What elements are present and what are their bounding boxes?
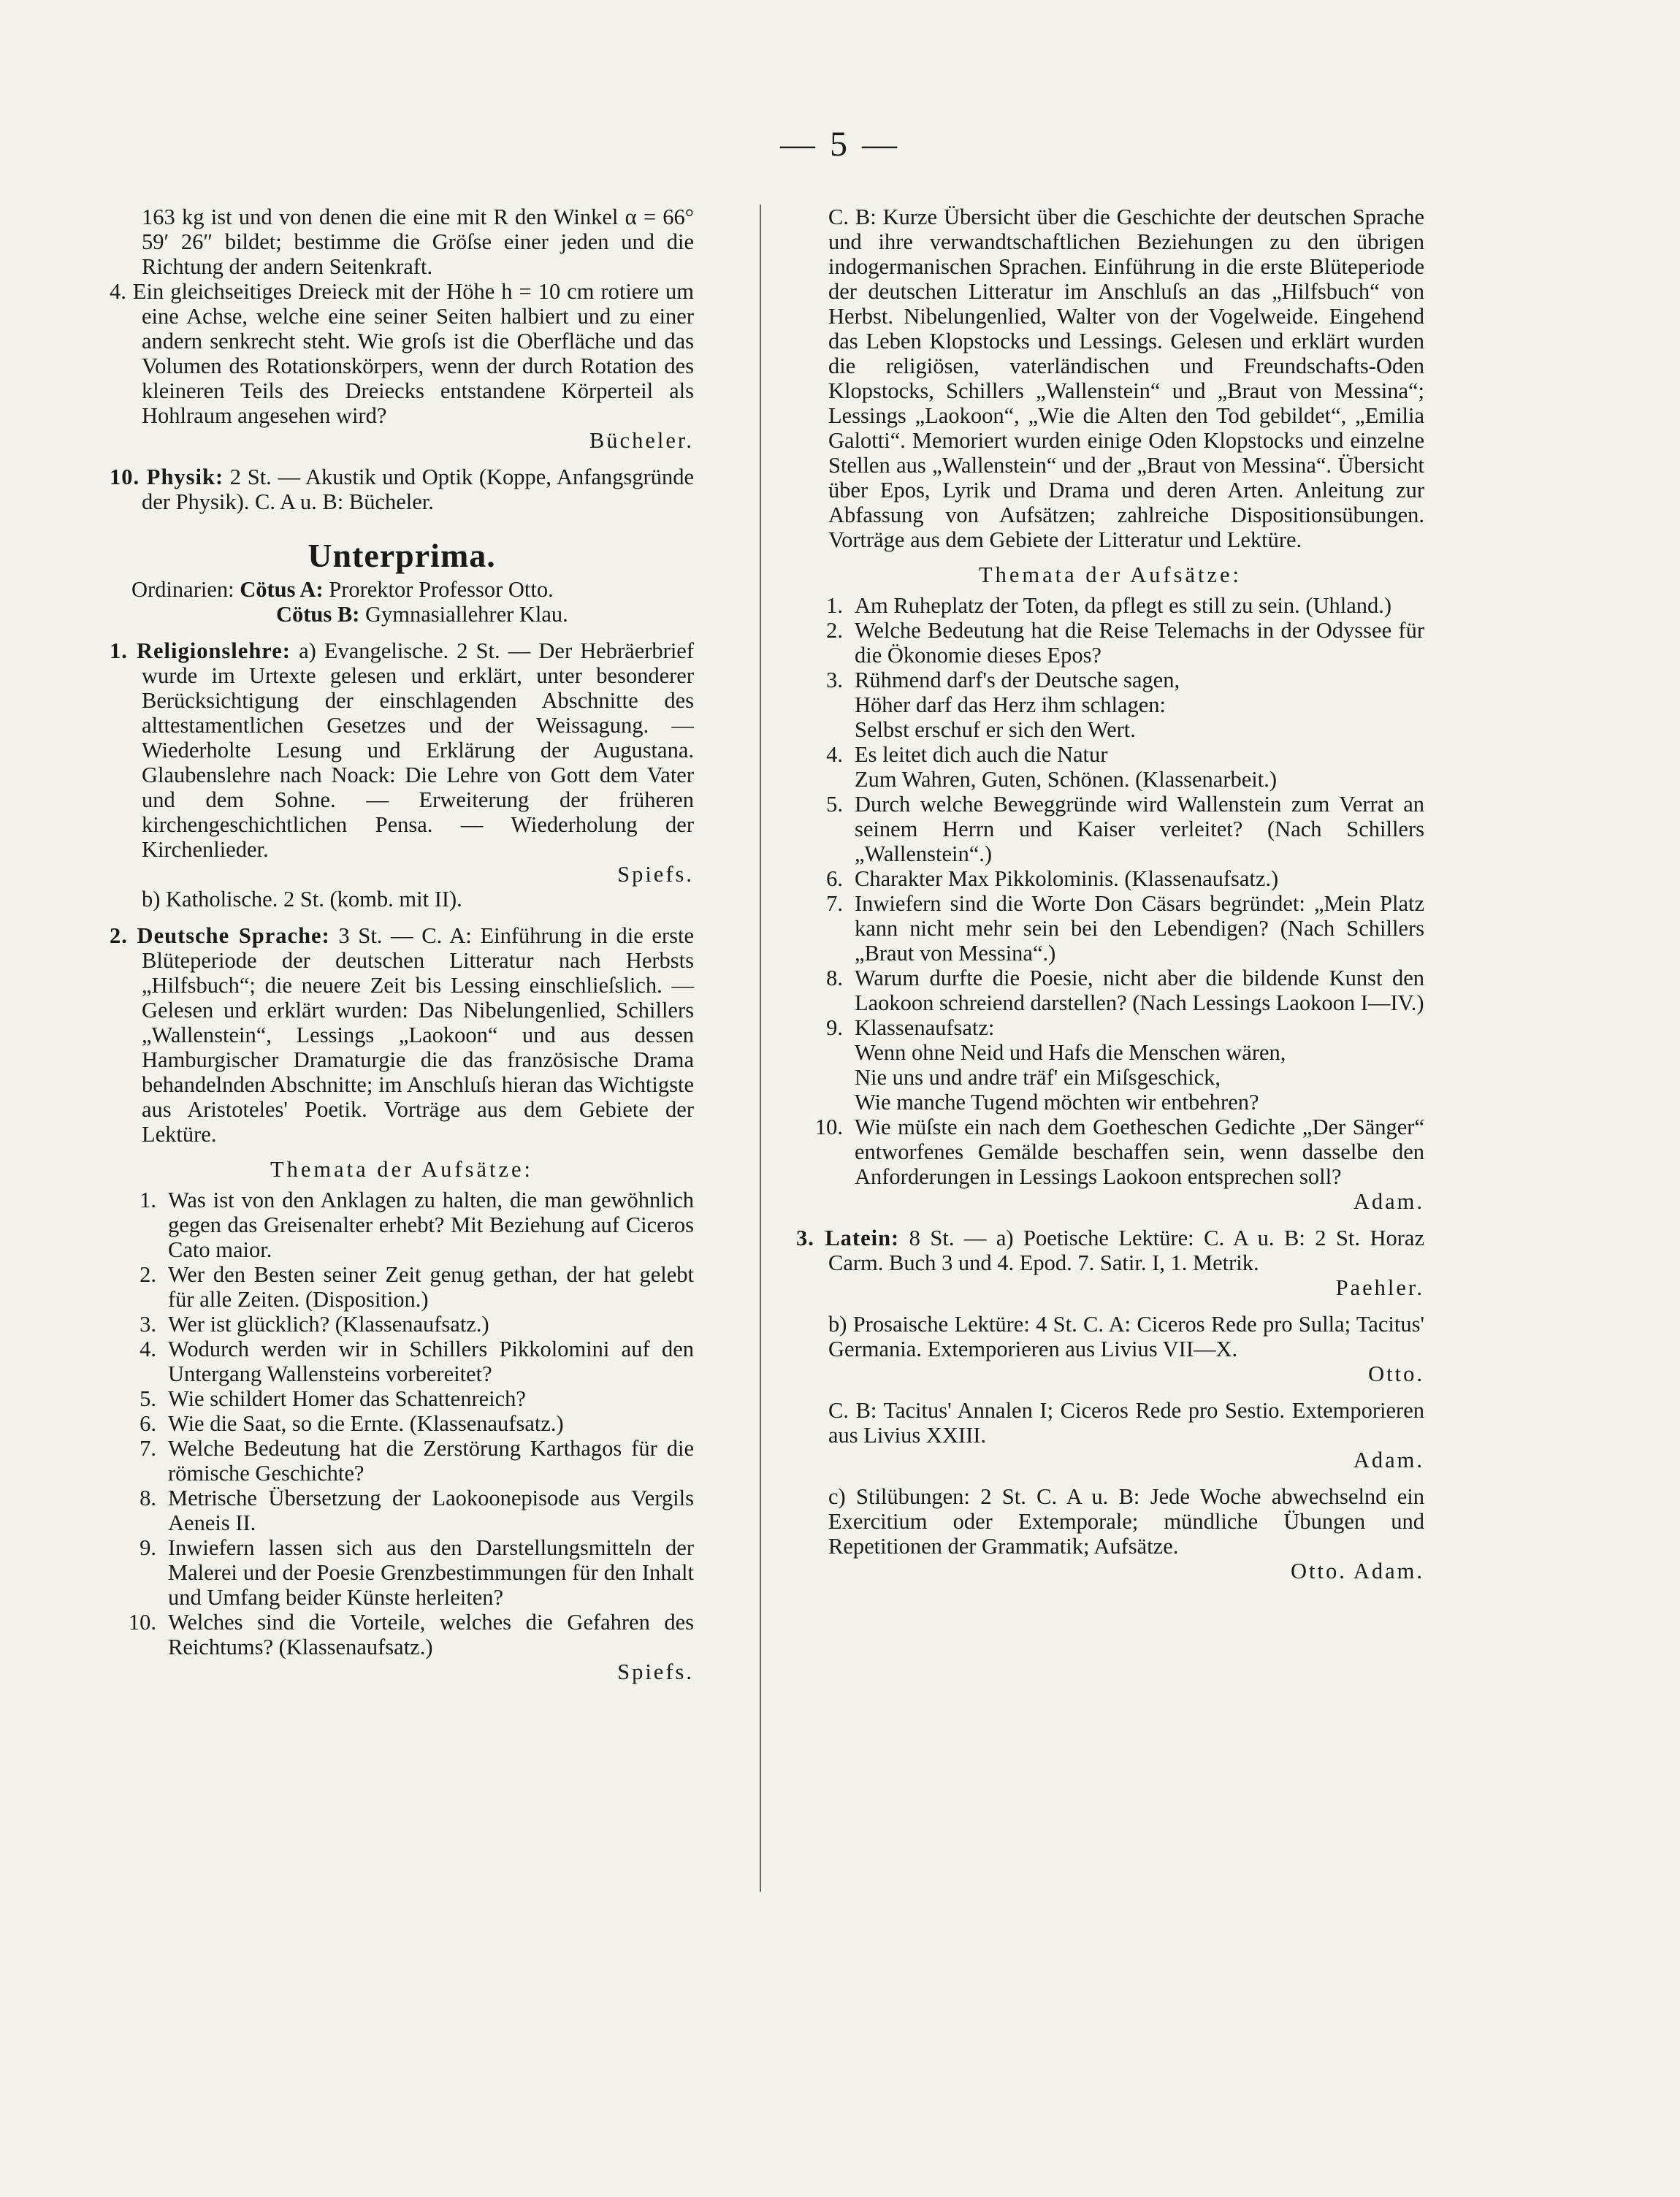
deutsch-section bbox=[110, 923, 694, 1147]
latein-text: 8 St. — a) Poetische Lektüre: C. A u. B: 2 St. Horaz Carm. Buch 3 und 4. Epod. 7. Satir. I, 1. Metrik. bbox=[828, 1226, 1424, 1275]
continued-task-text: 163 kg ist und von denen die eine mit R den Winkel α = 66° 59′ 26″ bildet; bestimme die Gröſse einer jeden und die Richtung der andern Seitenkraft. bbox=[142, 205, 694, 279]
list-item: 4. Es leitet dich auch die Natur Zum Wahren, Guten, Schönen. (Klassenarbeit.) bbox=[826, 742, 1278, 792]
list-item: 2. Welche Bedeutung hat die Reise Telemachs in der Odyssee für die Ökonomie dieses Epos? bbox=[826, 618, 1424, 668]
physik-text: 2 St. — Akustik und Optik (Koppe, Anfangsgründe der Physik). C. A u. B: Bücheler. bbox=[142, 465, 694, 514]
signature-paehler: Paehler. bbox=[1335, 1275, 1424, 1300]
signature-otto-adam: Otto. Adam. bbox=[1291, 1559, 1424, 1583]
religion-katholisch: b) Katholische. 2 St. (komb. mit II). bbox=[142, 887, 462, 912]
right-column bbox=[796, 205, 1424, 1583]
column-divider bbox=[760, 205, 761, 1892]
religion-section bbox=[110, 638, 694, 862]
latein-heading: 3. Latein: bbox=[796, 1226, 900, 1250]
deutsch-coetus-b: C. B: Kurze Übersicht über die Geschichte der deutschen Sprache und ihre verwandtschaftlichen Beziehungen zu den übrigen indogermanischen Sprachen. Einführung in die erste Blüteperiode der deutschen Litteratur im Anschluſs an das „Hilfsbuch“ von Herbst. Nibelungenlied, Walter von der Vogelweide. Eingehend das Leben Klopstocks und Lessings. Gelesen und erklärt wurden die religiösen, vaterländischen und Freundschafts-Oden Klopstocks, Schillers „Wallenstein“ und „Braut von Messina“; Lessings „Laokoon“, „Wie die Alten den Tod gebildet“, „Emilia Galotti“. Memoriert wurden einige Oden Klopstocks und einzelne Stellen aus „Wallenstein“ und der „Braut von Messina“. Übersicht über Epos, Lyrik und Drama und deren Arten. Anleitung zur Abfassung von Aufsätzen; zahlreiche Dispositionsübungen. Vorträge aus dem Gebiete der Litteratur und Lektüre. bbox=[828, 205, 1424, 552]
coetus-a-text: Prorektor Professor Otto. bbox=[323, 577, 554, 602]
list-item: 3. Rühmend darf's der Deutsche sagen, Höher darf das Herz ihm schlagen: Selbst erschuf er sich den Wert. bbox=[826, 668, 1180, 742]
latein-section bbox=[796, 1226, 1424, 1275]
physik-heading: 10. Physik: bbox=[110, 465, 224, 489]
themata-list-right bbox=[796, 593, 1424, 1189]
signature-adam-2: Adam. bbox=[1353, 1448, 1424, 1472]
signature-adam-1: Adam. bbox=[1353, 1189, 1424, 1214]
section-heading-unterprima: Unterprima. bbox=[308, 537, 496, 574]
list-item: 10. Welches sind die Vorteile, welches die Gefahren des Reichtums? (Klassenaufsatz.) bbox=[128, 1610, 694, 1659]
coetus-b-text: Gymnasiallehrer Klau. bbox=[359, 602, 568, 627]
prosaische-lektuere: b) Prosaische Lektüre: 4 St. C. A: Ciceros Rede pro Sulla; Tacitus' Germania. Extemporieren aus Livius VII—X. bbox=[828, 1312, 1424, 1361]
left-column bbox=[110, 205, 694, 1684]
list-item: 5. Wie schildert Homer das Schattenreich? bbox=[140, 1386, 526, 1411]
themata-title-right: Themata der Aufsätze: bbox=[978, 562, 1242, 587]
list-item: 1. Am Ruheplatz der Toten, da pflegt es still zu sein. (Uhland.) bbox=[826, 593, 1392, 618]
list-item: 9. Klassenaufsatz: Wenn ohne Neid und Hafs die Menschen wären, Nie uns und andre träf' ein Miſsgeschick, Wie manche Tugend möchten wir entbehren? bbox=[826, 1015, 1286, 1115]
signature-otto: Otto. bbox=[1368, 1361, 1424, 1386]
list-item: 3. Wer ist glücklich? (Klassenaufsatz.) bbox=[140, 1312, 489, 1337]
list-item: 2. Wer den Besten seiner Zeit genug gethan, der hat gelebt für alle Zeiten. (Disposition.) bbox=[140, 1262, 694, 1312]
page-number: — 5 — bbox=[780, 125, 900, 164]
ordinarien-b bbox=[110, 602, 694, 627]
ordinarien-label: Ordinarien: bbox=[131, 577, 234, 602]
list-item: 6. Wie die Saat, so die Ernte. (Klassenaufsatz.) bbox=[140, 1411, 564, 1436]
themata-list-left bbox=[110, 1188, 694, 1659]
themata-title-left: Themata der Aufsätze: bbox=[270, 1157, 534, 1182]
list-item: 6. Charakter Max Pikkolominis. (Klassenaufsatz.) bbox=[826, 866, 1279, 891]
list-item: 8. Warum durfte die Poesie, nicht aber die bildende Kunst den Laokoon schreiend darstellen? (Nach Lessings Laokoon I—IV.) bbox=[826, 966, 1424, 1015]
signature-buecheler: Bücheler. bbox=[589, 428, 694, 453]
physik-section bbox=[110, 465, 694, 514]
signature-spiefs-2: Spiefs. bbox=[617, 1659, 694, 1684]
list-item: 7. Welche Bedeutung hat die Zerstörung Karthagos für die römische Geschichte? bbox=[140, 1436, 694, 1486]
stiluebungen: c) Stilübungen: 2 St. C. A u. B: Jede Woche abwechselnd ein Exercitium oder Extemporale; mündliche Übungen und Repetitionen der Grammatik; Aufsätze. bbox=[828, 1484, 1424, 1559]
religion-text: a) Evangelische. 2 St. — Der Hebräerbrief wurde im Urtexte gelesen und erklärt, unter besonderer Berücksichtigung der einschlagenden Abschnitte des alttestamentlichen Gesetzes und der Weissagung. — Wiederholte Lesung und Erklärung der Augustana. Glaubenslehre nach Noack: Die Lehre von Gott dem Vater und dem Sohne. — Erweiterung der früheren kirchengeschichtlichen Pensa. — Wiederholung der Kirchenlieder. bbox=[142, 638, 694, 862]
list-item: 1. Was ist von den Anklagen zu halten, die man gewöhnlich gegen das Greisenalter erhebt? Mit Beziehung auf Ciceros Cato maior. bbox=[140, 1188, 694, 1262]
list-item: 4. Wodurch werden wir in Schillers Pikkolomini auf den Untergang Wallensteins vorbereitet? bbox=[140, 1337, 694, 1386]
deutsch-text: 3 St. — C. A: Einführung in die erste Blüteperiode der deutschen Litteratur nach Herbsts „Hilfsbuch“; die neuere Zeit bis Lessing einschlieſslich. — Gelesen und erklärt wurden: Das Nibelungenlied, Schillers „Wallenstein“, Lessings „Laokoon“ und aus dessen Hamburgischer Dramaturgie die das französische Drama behandelnden Abschnitte; im Anschluſs hieran das Wichtigste aus Aristoteles' Poetik. Vorträge aus dem Gebiete der Lektüre. bbox=[142, 923, 694, 1147]
religion-heading: 1. Religionslehre: bbox=[110, 638, 291, 663]
coetus-a-label: Cötus A: bbox=[240, 577, 324, 602]
list-item: 7. Inwiefern sind die Worte Don Cäsars begründet: „Mein Platz kann nicht mehr sein bei den Lebendigen? (Nach Schillers „Braut von Messina“.) bbox=[826, 891, 1424, 966]
list-item: 9. Inwiefern lassen sich aus den Darstellungsmitteln der Malerei und der Poesie Grenzbestimmungen für den Inhalt und Umfang beider Künste herleiten? bbox=[140, 1535, 694, 1610]
task-4: 4. Ein gleichseitiges Dreieck mit der Höhe h = 10 cm rotiere um eine Achse, welche eine seiner Seiten halbiert und zu einer andern senkrecht steht. Wie groſs ist die Oberfläche und das Volumen des Rotationskörpers, wenn der durch Rotation des kleineren Teils des Dreiecks entstandene Körperteil als Hohlraum angesehen wird? bbox=[110, 279, 694, 428]
signature-spiefs-1: Spiefs. bbox=[617, 862, 694, 887]
latein-coetus-b: C. B: Tacitus' Annalen I; Ciceros Rede pro Sestio. Extemporieren aus Livius XXIII. bbox=[828, 1398, 1424, 1448]
deutsch-heading: 2. Deutsche Sprache: bbox=[110, 923, 330, 948]
list-item: 10. Wie müſste ein nach dem Goetheschen Gedichte „Der Sänger“ entworfenes Gemälde beschaffen sein, wenn dasselbe den Anforderungen in Lessings Laokoon entsprechen soll? bbox=[814, 1115, 1424, 1189]
coetus-b-label: Cötus B: bbox=[276, 602, 360, 627]
ordinarien-a bbox=[110, 577, 694, 602]
list-item: 8. Metrische Übersetzung der Laokoonepisode aus Vergils Aeneis II. bbox=[140, 1486, 694, 1535]
list-item: 5. Durch welche Beweggründe wird Wallenstein zum Verrat an seinem Herrn und Kaiser verleitet? (Nach Schillers „Wallenstein“.) bbox=[826, 792, 1424, 866]
